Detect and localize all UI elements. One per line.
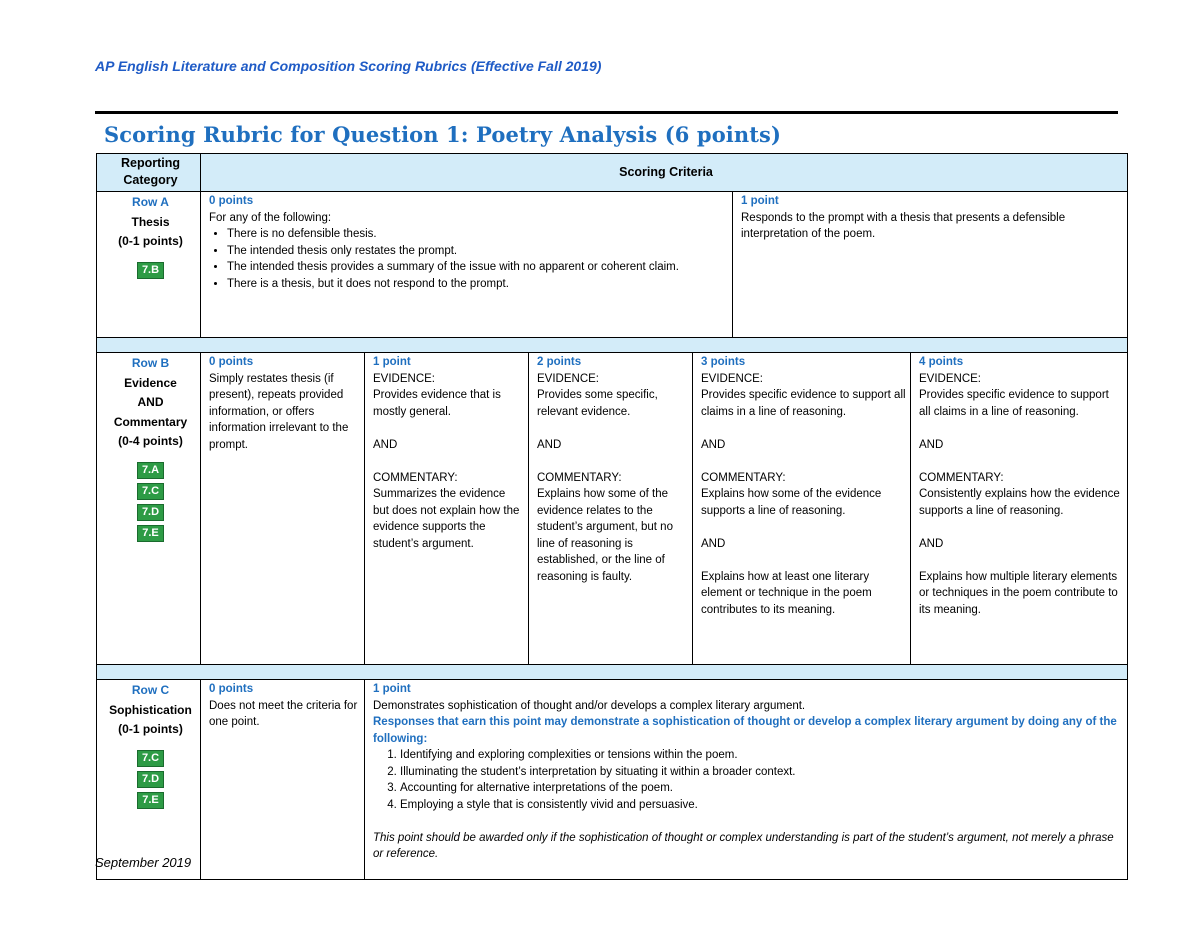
commentary-text: Explains how some of the evidence relates to the student’s argument, but no line of reasoning is established, or the line of reasoning is faulty.: [537, 488, 673, 583]
row-c-zero-text: Does not meet the criteria for one point.: [209, 699, 358, 728]
document-header: AP English Literature and Composition Scoring Rubrics (Effective Fall 2019): [95, 58, 602, 74]
document-footer: September 2019: [95, 855, 192, 870]
list-item: 2. Illuminating the student’s interpretation by situating it within a broader context.: [400, 764, 1123, 781]
commentary-label: COMMENTARY:: [919, 471, 1004, 484]
row-c-range: (0-1 points): [118, 722, 183, 736]
row-a-range: (0-1 points): [118, 234, 183, 248]
table-row: [97, 680, 1128, 880]
and-label: AND: [701, 438, 726, 451]
points-label: 0 points: [209, 195, 254, 207]
row-c-label: Row C: [131, 683, 170, 697]
commentary-text: Explains how some of the evidence supports a line of reasoning.: [701, 488, 882, 517]
header-scoring-criteria: Scoring Criteria: [201, 154, 1128, 192]
row-b-label: Row B: [131, 356, 170, 370]
row-a-one-point: [733, 192, 1128, 338]
row-b-name-3: Commentary: [113, 414, 188, 429]
list-item: • There is no defensible thesis.: [227, 226, 728, 243]
points-label: 0 points: [209, 356, 254, 368]
evidence-text: Provides evidence that is mostly general.: [373, 389, 501, 418]
extra-text: Explains how at least one literary element or technique in the poem contributes to its meaning.: [701, 570, 872, 616]
row-b-name-1: Evidence: [124, 375, 177, 390]
list-item: • The intended thesis only restates the prompt.: [227, 243, 728, 260]
table-row: [97, 353, 1128, 665]
points-label: 1 point: [373, 683, 411, 695]
page-title: Scoring Rubric for Question 1: Poetry Analysis (6 points): [104, 122, 782, 147]
row-b-two-points: [529, 353, 693, 665]
evidence-label: EVIDENCE:: [701, 372, 763, 385]
row-b-category: [97, 353, 201, 665]
extra-text: Explains how multiple literary elements or techniques in the poem contribute to its meaning.: [919, 570, 1118, 616]
commentary-label: COMMENTARY:: [701, 471, 786, 484]
evidence-label: EVIDENCE:: [919, 372, 981, 385]
list-item: 4. Employing a style that is consistently vivid and persuasive.: [400, 797, 1123, 814]
header-reporting-category: Reporting Category: [97, 154, 201, 192]
skill-badge: 7.C: [137, 750, 164, 767]
row-separator: [97, 665, 1128, 680]
commentary-text: Summarizes the evidence but does not explain how the evidence supports the student’s argument.: [373, 488, 520, 550]
row-a-zero-list: [209, 226, 728, 292]
points-label: 3 points: [701, 356, 746, 368]
row-b-zero-points: [201, 353, 365, 665]
header-rule: [95, 111, 1118, 114]
commentary-label: COMMENTARY:: [537, 471, 622, 484]
row-c-category: [97, 680, 201, 880]
and-label: AND: [701, 537, 726, 550]
row-c-one-lead: Responses that earn this point may demonstrate a sophistication of thought or develop a complex literary argument by doing any of the following:: [373, 716, 1117, 745]
skill-badge: 7.B: [137, 262, 164, 279]
skill-badge: 7.A: [137, 462, 164, 479]
commentary-label: COMMENTARY:: [373, 471, 458, 484]
and-label: AND: [537, 438, 562, 451]
and-label: AND: [919, 438, 944, 451]
row-a-zero-intro: For any of the following:: [209, 211, 332, 224]
row-c-one-point: [365, 680, 1128, 880]
and-label: AND: [373, 438, 398, 451]
scoring-rubric-table: [96, 153, 1128, 880]
list-item: • The intended thesis provides a summary of the issue with no apparent or coherent claim.: [227, 259, 728, 276]
row-b-one-point: [365, 353, 529, 665]
skill-badge: 7.D: [137, 771, 164, 788]
skill-badge: 7.E: [137, 525, 164, 542]
evidence-label: EVIDENCE:: [373, 372, 435, 385]
row-b-four-points: [911, 353, 1128, 665]
list-item: 3. Accounting for alternative interpretations of the poem.: [400, 780, 1123, 797]
row-c-one-list: [373, 747, 1123, 813]
row-b-name-2: AND: [137, 395, 164, 409]
row-b-zero-text: Simply restates thesis (if present), repeats provided information, or offers information irrelevant to the prompt.: [209, 372, 349, 451]
row-c-one-note: This point should be awarded only if the sophistication of thought or complex understanding is part of the student’s argument, not merely a phrase or reference.: [373, 831, 1114, 860]
row-a-category: [97, 192, 201, 338]
points-label: 2 points: [537, 356, 582, 368]
list-item: 1. Identifying and exploring complexities or tensions within the poem.: [400, 747, 1123, 764]
row-a-zero-points: [201, 192, 733, 338]
and-label: AND: [919, 537, 944, 550]
table-row: [97, 192, 1128, 338]
table-header-row: [97, 154, 1128, 192]
row-a-one-text: Responds to the prompt with a thesis that presents a defensible interpretation of the poem.: [741, 211, 1066, 240]
evidence-text: Provides some specific, relevant evidence.: [537, 389, 658, 418]
evidence-label: EVIDENCE:: [537, 372, 599, 385]
row-b-three-points: [693, 353, 911, 665]
points-label: 4 points: [919, 356, 964, 368]
row-c-zero-points: [201, 680, 365, 880]
skill-badge: 7.D: [137, 504, 164, 521]
evidence-text: Provides specific evidence to support all claims in a line of reasoning.: [919, 389, 1109, 418]
row-b-range: (0-4 points): [118, 434, 183, 448]
points-label: 1 point: [373, 356, 411, 368]
row-a-name: Thesis: [131, 214, 170, 229]
points-label: 1 point: [741, 195, 779, 207]
skill-badge: 7.E: [137, 792, 164, 809]
row-separator: [97, 338, 1128, 353]
evidence-text: Provides specific evidence to support all claims in a line of reasoning.: [701, 389, 906, 418]
skill-badge: 7.C: [137, 483, 164, 500]
row-c-one-text: Demonstrates sophistication of thought and/or develops a complex literary argument.: [373, 699, 806, 712]
row-c-name: Sophistication: [109, 702, 192, 717]
list-item: • There is a thesis, but it does not respond to the prompt.: [227, 276, 728, 293]
commentary-text: Consistently explains how the evidence supports a line of reasoning.: [919, 488, 1120, 517]
points-label: 0 points: [209, 683, 254, 695]
row-a-label: Row A: [132, 195, 169, 209]
